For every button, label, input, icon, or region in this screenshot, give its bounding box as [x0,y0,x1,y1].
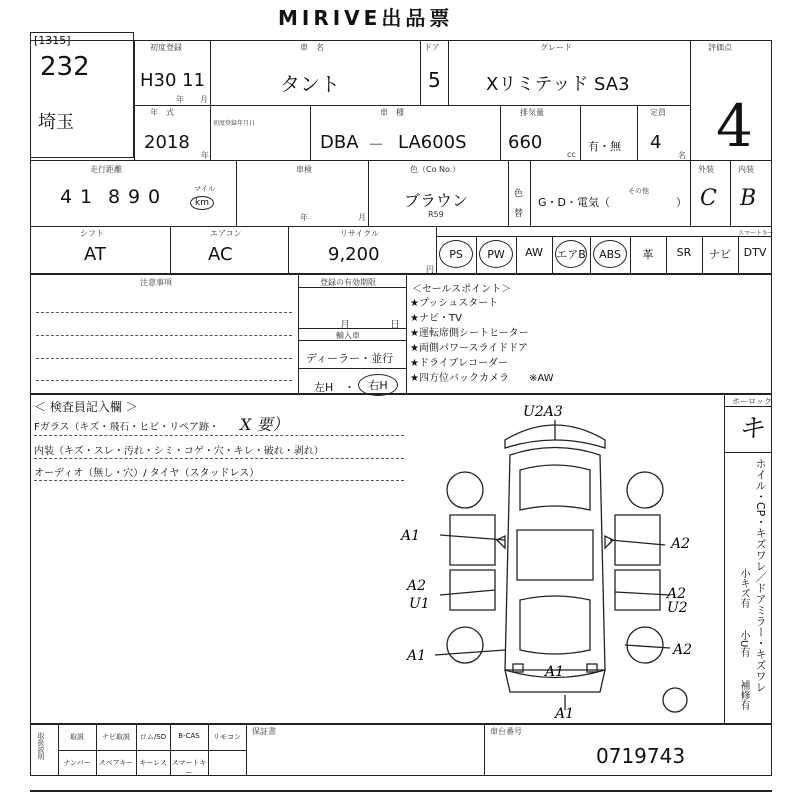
type-prefix: DBA [320,132,359,153]
mileage-digit: 0 [148,186,161,208]
import-label: 輸入車 [336,331,360,340]
label-doors: ドア [424,43,440,52]
yen-unit: 円 [426,265,434,274]
displacement: 660 [508,132,543,153]
label-smart: スマートキー [738,230,774,237]
color-other: その他 [628,187,649,195]
footer-item: ロム/SD [139,733,167,741]
equipment-item: DTV [743,246,767,259]
equipment-item: ナビ [709,248,731,261]
interior-note: 内装（キズ・スレ・汚れ・シミ・コゲ・穴・キレ・破れ・剥れ） [34,446,324,457]
steer-sep: ・ [344,381,355,394]
first-reg-month-unit: 月 [200,95,208,104]
equipment-item: PW [479,240,513,268]
color-name: ブラウン [404,191,469,210]
cc-unit: cc [567,150,576,159]
footer-item: キーレス [139,759,167,767]
score-value: 4 [716,92,753,160]
ac-option: 有・無 [588,140,621,153]
mileage-digit: 9 [128,186,141,208]
type-separator: － [368,135,385,154]
inspection-year: 年 [300,213,308,222]
footer-item: リモコン [213,733,241,741]
mileage-unit-km: km [190,196,214,210]
equipment-item: 革 [642,248,654,261]
side-note-repair: 補修有 [738,680,749,710]
sales-point: ★ドライブレコーダー [410,358,508,369]
model-year: 2018 [144,132,190,153]
damage-mark: A1 [407,648,427,664]
color-change: G・D・電気（ [538,196,610,209]
lot-number: 232 [40,52,90,82]
notes-section [30,274,772,394]
label-type: 車 種 [380,108,404,117]
first-reg-year-unit: 年 [176,95,184,104]
equipment-item: ABS [593,240,627,268]
label-recycle: リサイクル [340,229,379,238]
damage-mark: U2A3 [523,404,563,420]
footer-item: 取説 [70,733,84,741]
label-score: 評価点 [708,43,732,52]
side-note-main: ホイル・CP・キズワレ／ドアミラー・キズワレ [754,458,768,693]
mileage-unit-top: マイル [194,185,215,193]
label-aircon: エアコン [210,229,242,238]
model-year-unit: 年 [201,151,209,160]
color-code: R59 [428,210,444,219]
chassis-label: 車台番号 [490,727,522,736]
region: 埼玉 [38,112,74,133]
sales-point: ★四方位バックカメラ ※AW [410,373,554,384]
doors: 5 [428,68,441,92]
label-mileage: 走行距離 [90,165,122,174]
label-car-name: 車 名 [300,43,324,52]
label-shift: シフト [80,229,104,238]
warranty-label: 保証書 [252,727,276,736]
attention-label: 注意事項 [140,278,172,287]
type-code: LA600S [398,132,467,153]
label-inspection: 車検 [296,165,312,174]
footer-left-label: 取扱説明 [37,732,45,760]
footer-item: スペアキー [98,759,134,767]
form-title: MIRIVE出品票 [278,6,454,30]
mileage-digit: 1 [80,186,93,208]
equipment-item: エアB [555,240,587,268]
sales-label: ＜セールスポイント＞ [412,284,512,295]
color-close: ） [676,196,687,209]
label-first-reg: 初度登録 [150,43,182,52]
inspection-month: 月 [358,213,366,222]
damage-mark: A2 [673,642,693,658]
damage-mark: U1 [409,596,430,612]
equipment-item: PS [439,240,473,268]
footer-item: スマートキー [171,759,207,777]
label-seats: 定員 [650,108,666,117]
car-name: タント [280,72,340,96]
label-grade: グレード [540,43,572,52]
footer-item: ナビ取説 [102,733,130,741]
glass-note: Fガラス（キズ・飛石・ヒビ・リペア跡・ [34,422,220,433]
mileage-digit: 8 [108,186,121,208]
color-change-vert1: 色 [514,189,524,199]
label-model-year: 年 式 [150,108,174,117]
side-note-small-u: 小U有 [738,630,749,658]
inspector-label: ＜ 検査員記入欄 ＞ [34,400,138,414]
hairlock-label: ホーロック [732,397,772,406]
damage-mark: A2 [671,536,691,552]
audio-tire-note: オーディオ（無し・穴）/ タイヤ（スタッドレス） [34,468,260,479]
recycle-fee: 9,200 [328,244,380,265]
color-change-vert2: 替 [514,209,524,219]
shift: AT [84,244,106,265]
sales-point: ★両側パワースライドドア [410,343,528,354]
side-note-small-scratch: 小キズ有 [738,568,749,608]
sales-point: ★ナビ・TV [410,313,462,324]
lot-prefix: [1315] [34,34,71,47]
footer-item: B-CAS [178,732,200,740]
damage-mark: A1 [401,528,421,544]
damage-mark: A1 [545,664,565,680]
hairlock-value: キ [738,414,765,444]
label-exterior: 外装 [698,165,714,174]
reg-deadline-label: 登録の有効期限 [320,278,376,287]
seats-unit: 名 [678,151,686,160]
steer-left: 左H [314,381,334,394]
reg-month: 月 [340,320,350,331]
chassis-number: 0719743 [596,744,686,768]
sales-point: ★運転席側シートヒーター [410,328,529,339]
footer-item: ナンバー [63,759,91,767]
aircon: AC [208,244,233,265]
reg-day: 日 [390,320,400,331]
damage-mark: U2 [667,600,688,616]
damage-mark: A1 [555,706,575,720]
label-displacement: 排気量 [520,108,544,117]
exterior-grade: C [700,186,717,211]
glass-mark: X 要） [240,415,289,434]
damage-mark: A2 [407,578,427,594]
model-year-note: 初度登録年月日 [213,120,256,127]
equipment-item: AW [525,246,543,259]
equipment-item: SR [676,246,692,259]
label-color: 色（Co No.） [410,165,461,174]
first-registration: H30 11 [140,70,206,91]
interior-grade: B [740,186,757,211]
steer-right: 右H [358,374,398,396]
damage-mark: A2 [667,586,687,602]
grade: Xリミテッド SA3 [486,74,630,95]
sales-point: ★プッシュスタート [410,298,499,309]
seats: 4 [650,132,662,153]
mileage-digit: 4 [60,186,73,208]
mileage [60,186,168,208]
car-damage-diagram [395,400,725,720]
dealer-parallel: ディーラー・並行 [306,352,394,365]
label-interior: 内装 [738,165,754,174]
